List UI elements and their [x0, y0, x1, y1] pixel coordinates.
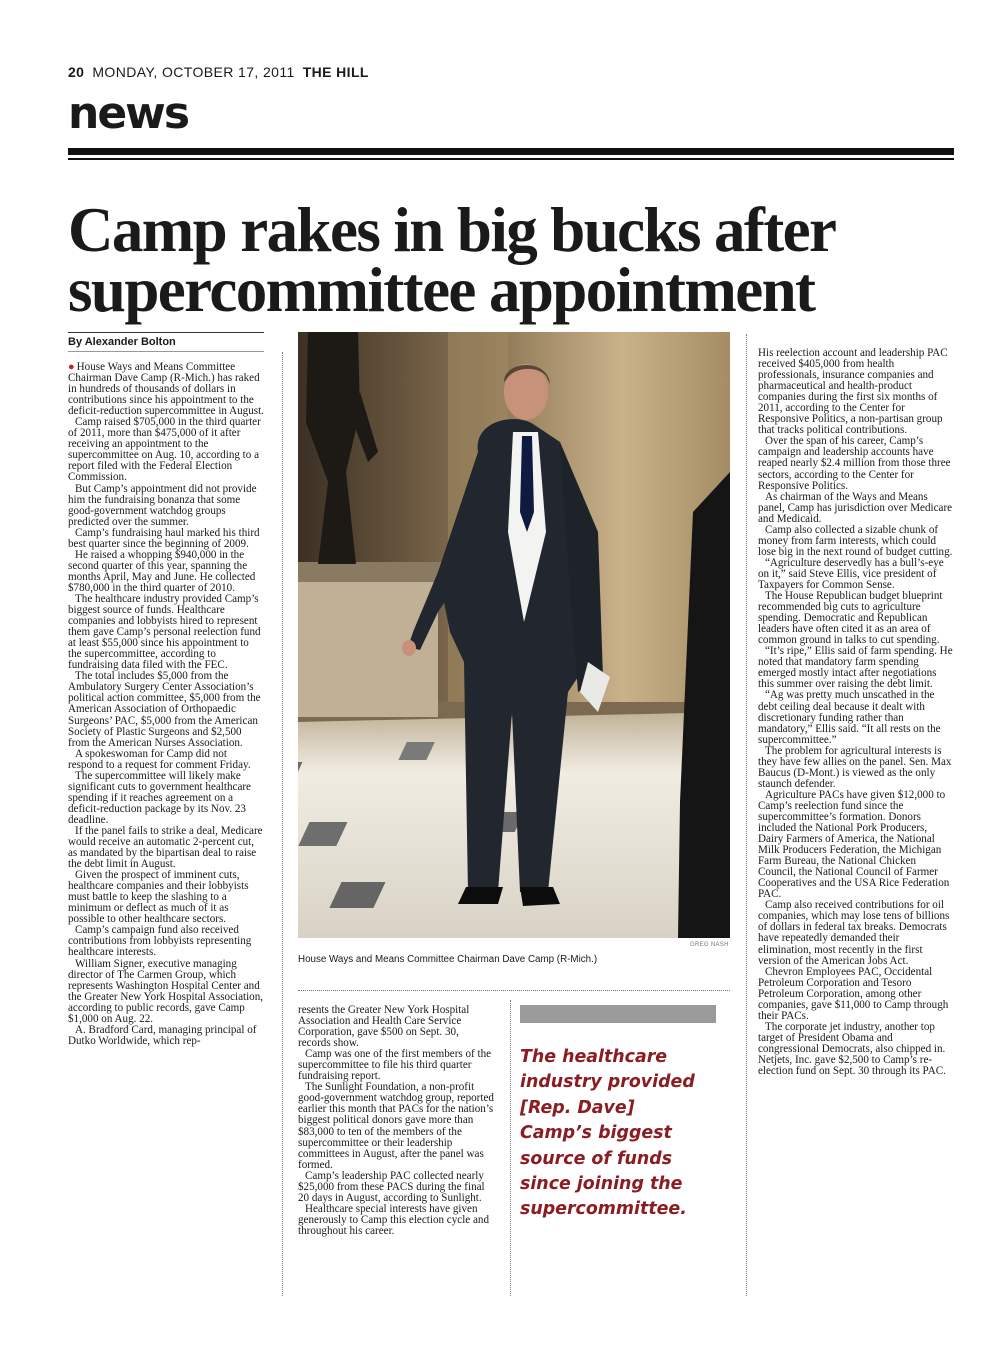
paragraph: Chevron Employees PAC, Occidental Petroleum Corporation and Tesoro Petroleum Corporation, among other companies, gave $11,000 to Camp through their PACs. — [758, 965, 949, 1022]
paragraph: Over the span of his career, Camp’s campaign and leadership accounts have reaped nearly $2.4 million from those three sectors, according to the Center for Responsive Politics. — [758, 435, 951, 492]
article-photo — [298, 332, 730, 938]
photo-credit: GREG NASH — [690, 942, 729, 948]
article-column-1 — [68, 362, 264, 1047]
photo-caption: House Ways and Means Committee Chairman Dave Camp (R-Mich.) — [298, 954, 598, 965]
byline-rule-top — [68, 332, 264, 333]
paragraph: “It’s ripe,” Ellis said of farm spending. He noted that mandatory farm spending emerged mostly intact after negotiations this summer over raising the debt limit. — [758, 645, 953, 691]
paragraph: A spokeswoman for Camp did not respond to a request for comment Friday. — [68, 747, 251, 771]
headline-line-2: supercommittee appointment — [68, 255, 815, 325]
article-column-3 — [758, 348, 954, 1077]
paragraph: Camp also collected a sizable chunk of money from farm interests, which could lose big in the next round of budget cutting. — [758, 523, 953, 558]
paragraph: Camp’s campaign fund also received contributions from lobbyists representing healthcare interests. — [68, 924, 252, 959]
paragraph: If the panel fails to strike a deal, Medicare would receive an automatic 2-percent cut, as mandated by the bipartisan deal to raise the debt limit in August. — [68, 824, 263, 871]
pull-quote-bar — [520, 1005, 716, 1023]
section-rule-thin — [68, 158, 954, 160]
pull-quote-line: [Rep. Dave] — [520, 1097, 635, 1118]
pull-quote-line: source of funds — [520, 1148, 673, 1169]
paragraph: The problem for agricultural interests is they have few allies on the panel. Sen. Max Baucus (D-Mont.) is viewed as the only staunch defender. — [758, 744, 952, 790]
pull-quote-line: The healthcare — [520, 1047, 668, 1067]
paragraph: The corporate jet industry, another top target of President Obama and congressional Democrats, also chipped in. Netjets, Inc. gave $2,500 to Camp’s re-election fund on Sept. 30 through its PAC. — [758, 1020, 946, 1078]
paragraph: “Ag was pretty much unscathed in the debt ceiling deal because it dealt with discretionary funding rather than mandatory,” Ellis said. “It all rests on the supercommittee.” — [758, 689, 941, 746]
bullet-dot-icon: ● — [68, 361, 75, 373]
caption-rule — [298, 990, 730, 991]
column-divider — [510, 1000, 511, 1296]
paragraph: The Sunlight Foundation, a non-profit good-government watchdog group, reported earlier this month that PACs for the nation’s biggest political donors gave more than $83,000 to ten of the members of the supercommittee or their leadership committees in August, after the panel was formed. — [298, 1081, 494, 1171]
page-number: 20 — [68, 64, 85, 80]
article-headline — [68, 195, 968, 325]
column-divider — [746, 334, 747, 1296]
paragraph: A. Bradford Card, managing principal of Dutko Worldwide, which rep- — [68, 1023, 257, 1047]
paragraph: His reelection account and leadership PAC received $405,000 from health professionals, insurance companies and pharmaceutical and health-product companies during the first six months of 2011, according to the Center for Responsive Politics, a non-partisan group that tracks political contributions. — [758, 347, 948, 437]
pull-quote — [520, 1045, 720, 1223]
column-divider — [282, 352, 283, 1296]
paragraph: resents the Greater New York Hospital Association and Health Care Service Corporation, gave $500 on Sept. 30, records show. — [298, 1004, 470, 1050]
headline-line-1: Camp rakes in big bucks after — [68, 195, 836, 265]
paragraph: The supercommittee will likely make significant cuts to government healthcare spending if it reaches agreement on a deficit-reduction package by its Nov. 23 deadline. — [68, 769, 251, 826]
section-rule-thick — [68, 148, 954, 155]
paragraph: Camp was one of the first members of the supercommittee to file his third quarter fundraising report. — [298, 1048, 492, 1083]
paragraph: The healthcare industry provided Camp’s biggest source of funds. Healthcare companies and lobbyists hired to represent them gave Camp’s personal reelection fund at least $55,000 since his appointment to the supercommittee, according to fundraising data filed with the FEC. — [68, 592, 261, 672]
paragraph: He raised a whopping $940,000 in the second quarter of this year, spanning the months April, May and June. He collected $780,000 in the third quarter of 2010. — [68, 548, 256, 594]
paragraph: Camp’s fundraising haul marked his third best quarter since the beginning of 2009. — [68, 526, 260, 550]
paragraph: ● House Ways and Means Committee Chairman Dave Camp (R-Mich.) has raked in hundreds of thousands of dollars in contributions since his appointment to the deficit-reduction supercommittee in August. — [68, 361, 264, 418]
pull-quote-line: industry provided — [520, 1072, 695, 1093]
paragraph: But Camp’s appointment did not provide him the fundraising bonanza that some good-government watchdog groups predicted over the summer. — [68, 482, 257, 528]
issue-date: MONDAY, OCTOBER 17, 2011 — [92, 64, 295, 80]
paragraph: The total includes $5,000 from the Ambulatory Surgery Center Association’s political action committee, $5,000 from the American Association of Orthopaedic Surgeons’ PAC, $5,000 from the American Society of Plastic Surgeons and $2,500 from the American Nurses Association. — [68, 670, 261, 749]
pull-quote-line: Camp’s biggest — [520, 1123, 672, 1144]
paragraph: As chairman of the Ways and Means panel, Camp has jurisdiction over Medicare and Medicaid. — [758, 490, 953, 525]
pull-quote-line: supercommittee. — [520, 1199, 687, 1220]
page-folio — [68, 64, 369, 80]
paragraph: William Signer, executive managing director of The Carmen Group, which represents Washington Hospital Center and the Greater New York Hospital Association, according to public records, gave Camp $1,000 on Aug. 22. — [68, 957, 264, 1025]
article-column-2 — [298, 1005, 494, 1237]
byline: By Alexander Bolton — [68, 336, 176, 348]
section-label: news — [68, 88, 189, 139]
pull-quote-line: since joining the — [520, 1174, 683, 1195]
paragraph: “Agriculture deservedly has a bull’s-eye on it,” said Steve Ellis, vice president of Taxpayers for Common Sense. — [758, 556, 944, 591]
paragraph: Agriculture PACs have given $12,000 to Camp’s reelection fund since the supercommittee’s formation. Donors included the National Pork Producers, Dairy Farmers of America, the National Milk Producers Federation, the Michigan Farm Bureau, the National Chicken Council, the National Council of Farmer Cooperatives and the USA Rice Federation PAC. — [758, 788, 950, 901]
paragraph: Given the prospect of imminent cuts, healthcare companies and their lobbyists must battle to keep the slashing to a minimum or deflect as much of it as possible to other healthcare sectors. — [68, 869, 249, 926]
paragraph: Camp’s leadership PAC collected nearly $25,000 from these PACS during the final 20 days in August, according to Sunlight. — [298, 1169, 485, 1204]
byline-rule-bottom — [68, 351, 264, 352]
paragraph: Camp raised $705,000 in the third quarter of 2011, more than $475,000 of it after receiving an appointment to the supercommittee on Aug. 10, according to a report filed with the Federal Election Commission. — [68, 416, 261, 484]
paragraph: The House Republican budget blueprint recommended big cuts to agriculture spending. Democratic and Republican leaders have often cited it as an area of common ground in talks to cut spending. — [758, 590, 943, 647]
publication-name: THE HILL — [302, 64, 369, 80]
paragraph: Camp also received contributions for oil companies, which may lose tens of billions of dollars in federal tax breaks. Democrats have repeatedly demanded their elimination, most recently in the first version of the American Jobs Act. — [758, 899, 950, 967]
paragraph: Healthcare special interests have given generously to Camp this election cycle and throughout his career. — [298, 1202, 490, 1237]
